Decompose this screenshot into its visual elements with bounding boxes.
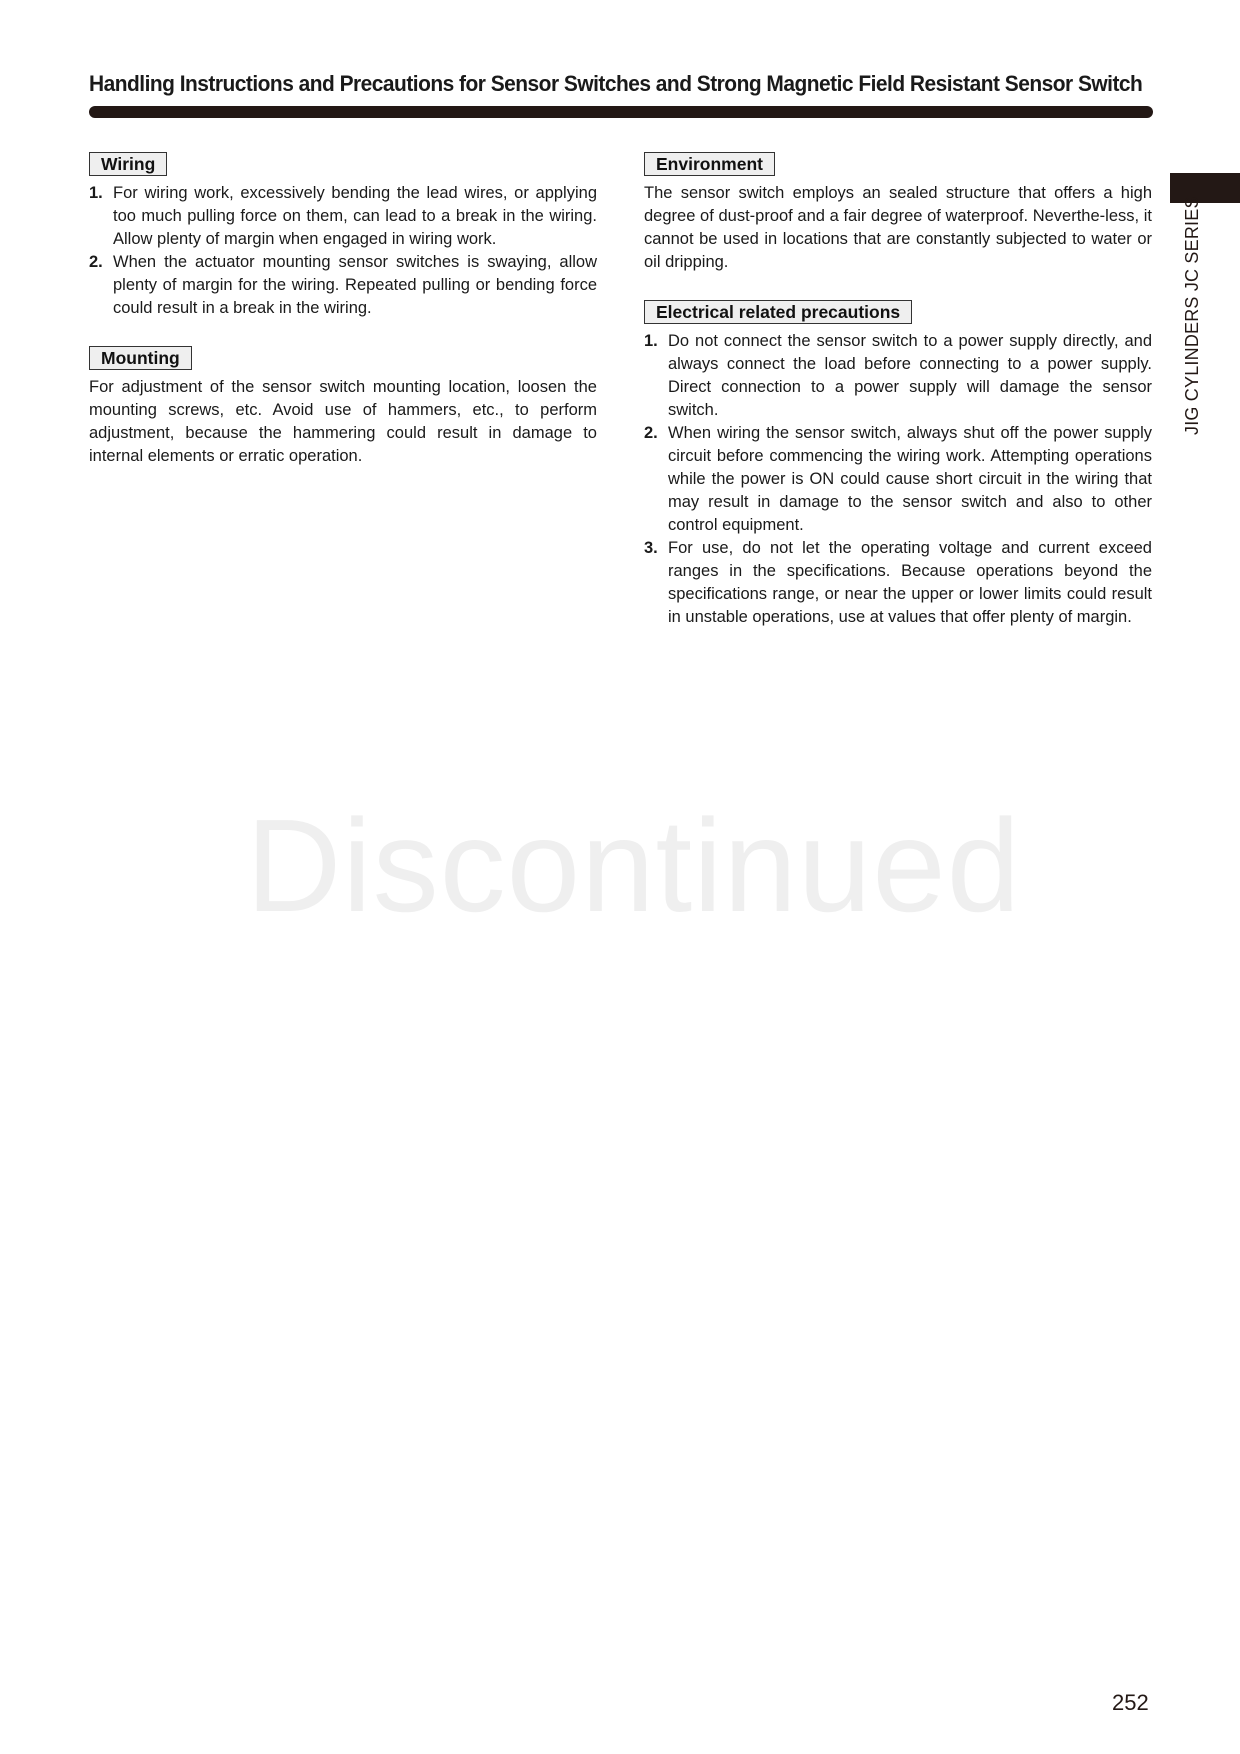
electrical-heading: Electrical related precautions — [644, 300, 912, 324]
electrical-list — [644, 330, 1152, 629]
page-number: 252 — [1112, 1690, 1149, 1715]
item-number: 1. — [644, 332, 658, 350]
item-text: For wiring work, excessively bending the lead wires, or applying too much pulling force on them, can lead to a break in the wiring. Allow plenty of margin when engaged in wiring work. — [113, 184, 597, 248]
item-number: 2. — [89, 253, 103, 271]
electrical-section — [644, 300, 1152, 629]
list-item — [644, 330, 1152, 422]
item-text: When wiring the sensor switch, always shut off the power supply circuit before commencing the wiring work. Attempting operations while the power is ON could cause short circuit in the wiring that may result in damage to the sensor switch and also to other control equipment. — [668, 424, 1152, 534]
mounting-heading: Mounting — [89, 346, 192, 370]
list-item — [89, 251, 597, 320]
list-item — [644, 422, 1152, 537]
list-item — [644, 537, 1152, 629]
right-column — [644, 152, 1152, 655]
item-number: 2. — [644, 424, 658, 442]
page-header — [89, 70, 1153, 98]
side-tab-marker — [1170, 173, 1240, 203]
wiring-section — [89, 152, 597, 320]
mounting-text: For adjustment of the sensor switch mounting location, loosen the mounting screws, etc. Avoid use of hammers, etc., to perform adjustment, because the hammering could result in damage to internal elements or erratic operation. — [89, 378, 597, 465]
wiring-list — [89, 182, 597, 320]
item-text: When the actuator mounting sensor switches is swaying, allow plenty of margin for the wiring. Repeated pulling or bending force could result in a break in the wiring. — [113, 253, 597, 317]
page-title: Handling Instructions and Precautions for Sensor Switches and Strong Magnetic Field Resistant Sensor Switch — [89, 71, 1143, 96]
list-item — [89, 182, 597, 251]
side-section-label: JIG CYLINDERS JC SERIES — [1182, 196, 1202, 435]
left-column — [89, 152, 597, 494]
mounting-section — [89, 346, 597, 468]
discontinued-watermark: Discontinued — [246, 792, 1022, 939]
title-rule — [89, 106, 1153, 118]
environment-text: The sensor switch employs an sealed structure that offers a high degree of dust-proof and a fair degree of waterproof. Neverthe-less, it cannot be used in locations that are constantly subjected to water or oil dripping. — [644, 184, 1152, 271]
environment-heading: Environment — [644, 152, 775, 176]
wiring-heading: Wiring — [89, 152, 167, 176]
item-number: 3. — [644, 539, 658, 557]
environment-section — [644, 152, 1152, 274]
item-number: 1. — [89, 184, 103, 202]
item-text: For use, do not let the operating voltage and current exceed ranges in the specifications. Because operations beyond the specifications range, or near the upper or lower limits could result in unstable operations, use at values that offer plenty of margin. — [668, 539, 1152, 626]
item-text: Do not connect the sensor switch to a power supply directly, and always connect the load before connecting to a power supply. Direct connection to a power supply will damage the sensor switch. — [668, 332, 1152, 419]
